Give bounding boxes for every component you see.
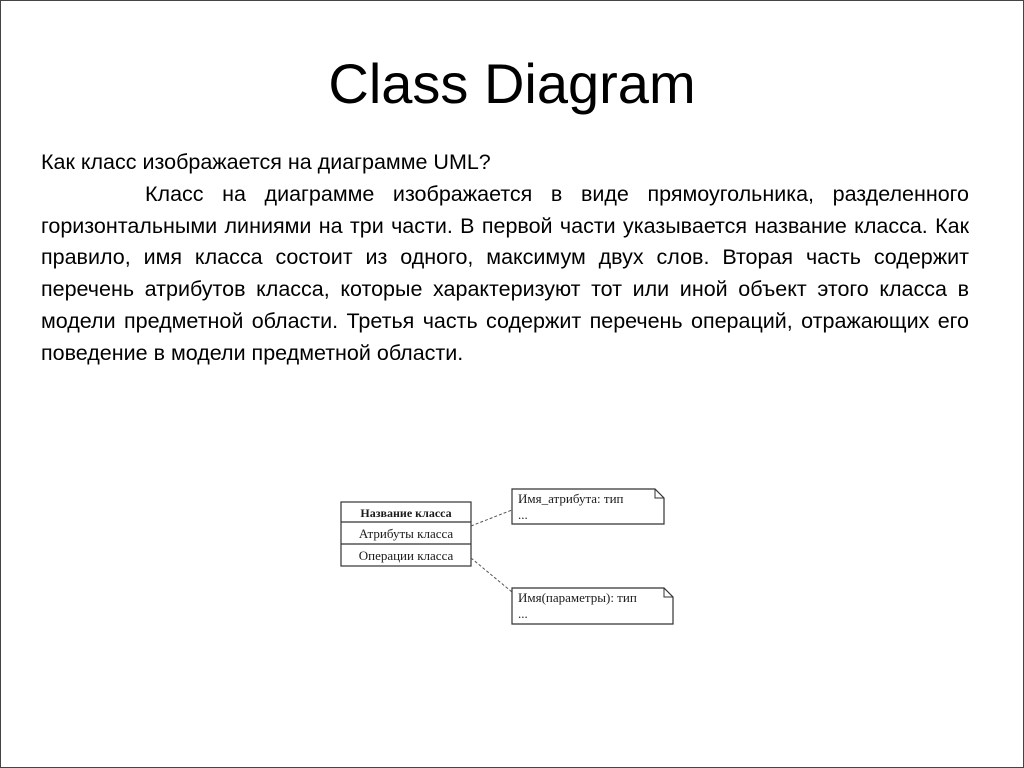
class-operations-label: Операции класса	[358, 548, 454, 563]
question-text: Как класс изображается на диаграмме UML?	[41, 150, 491, 174]
attribute-note-line2: ...	[518, 507, 528, 522]
attribute-note-line1: Имя_атрибута: тип	[518, 491, 624, 506]
description-paragraph: Класс на диаграмме изображается в виде прямоугольника, разделенного горизонтальными линиями на три части. В первой части указывается название класса. Как правило, имя класса состоит из одного, максимум двух слов. Вторая часть содержит перечень атрибутов класса, которые характеризуют тот или иной объект этого класса в модели предметной области. Третья часть содержит перечень операций, отражающих его поведение в модели предметной области.	[41, 181, 969, 365]
class-name-label: Название класса	[360, 506, 452, 520]
class-attributes-label: Атрибуты класса	[358, 526, 454, 541]
attribute-connector	[471, 510, 512, 526]
operation-connector	[471, 558, 512, 592]
operation-note	[512, 588, 673, 624]
class-box	[341, 502, 471, 566]
operation-note-line2: ...	[518, 606, 528, 621]
attribute-note	[512, 489, 664, 524]
slide-title: Class Diagram	[328, 52, 696, 115]
operation-note-line1: Имя(параметры): тип	[518, 590, 637, 605]
